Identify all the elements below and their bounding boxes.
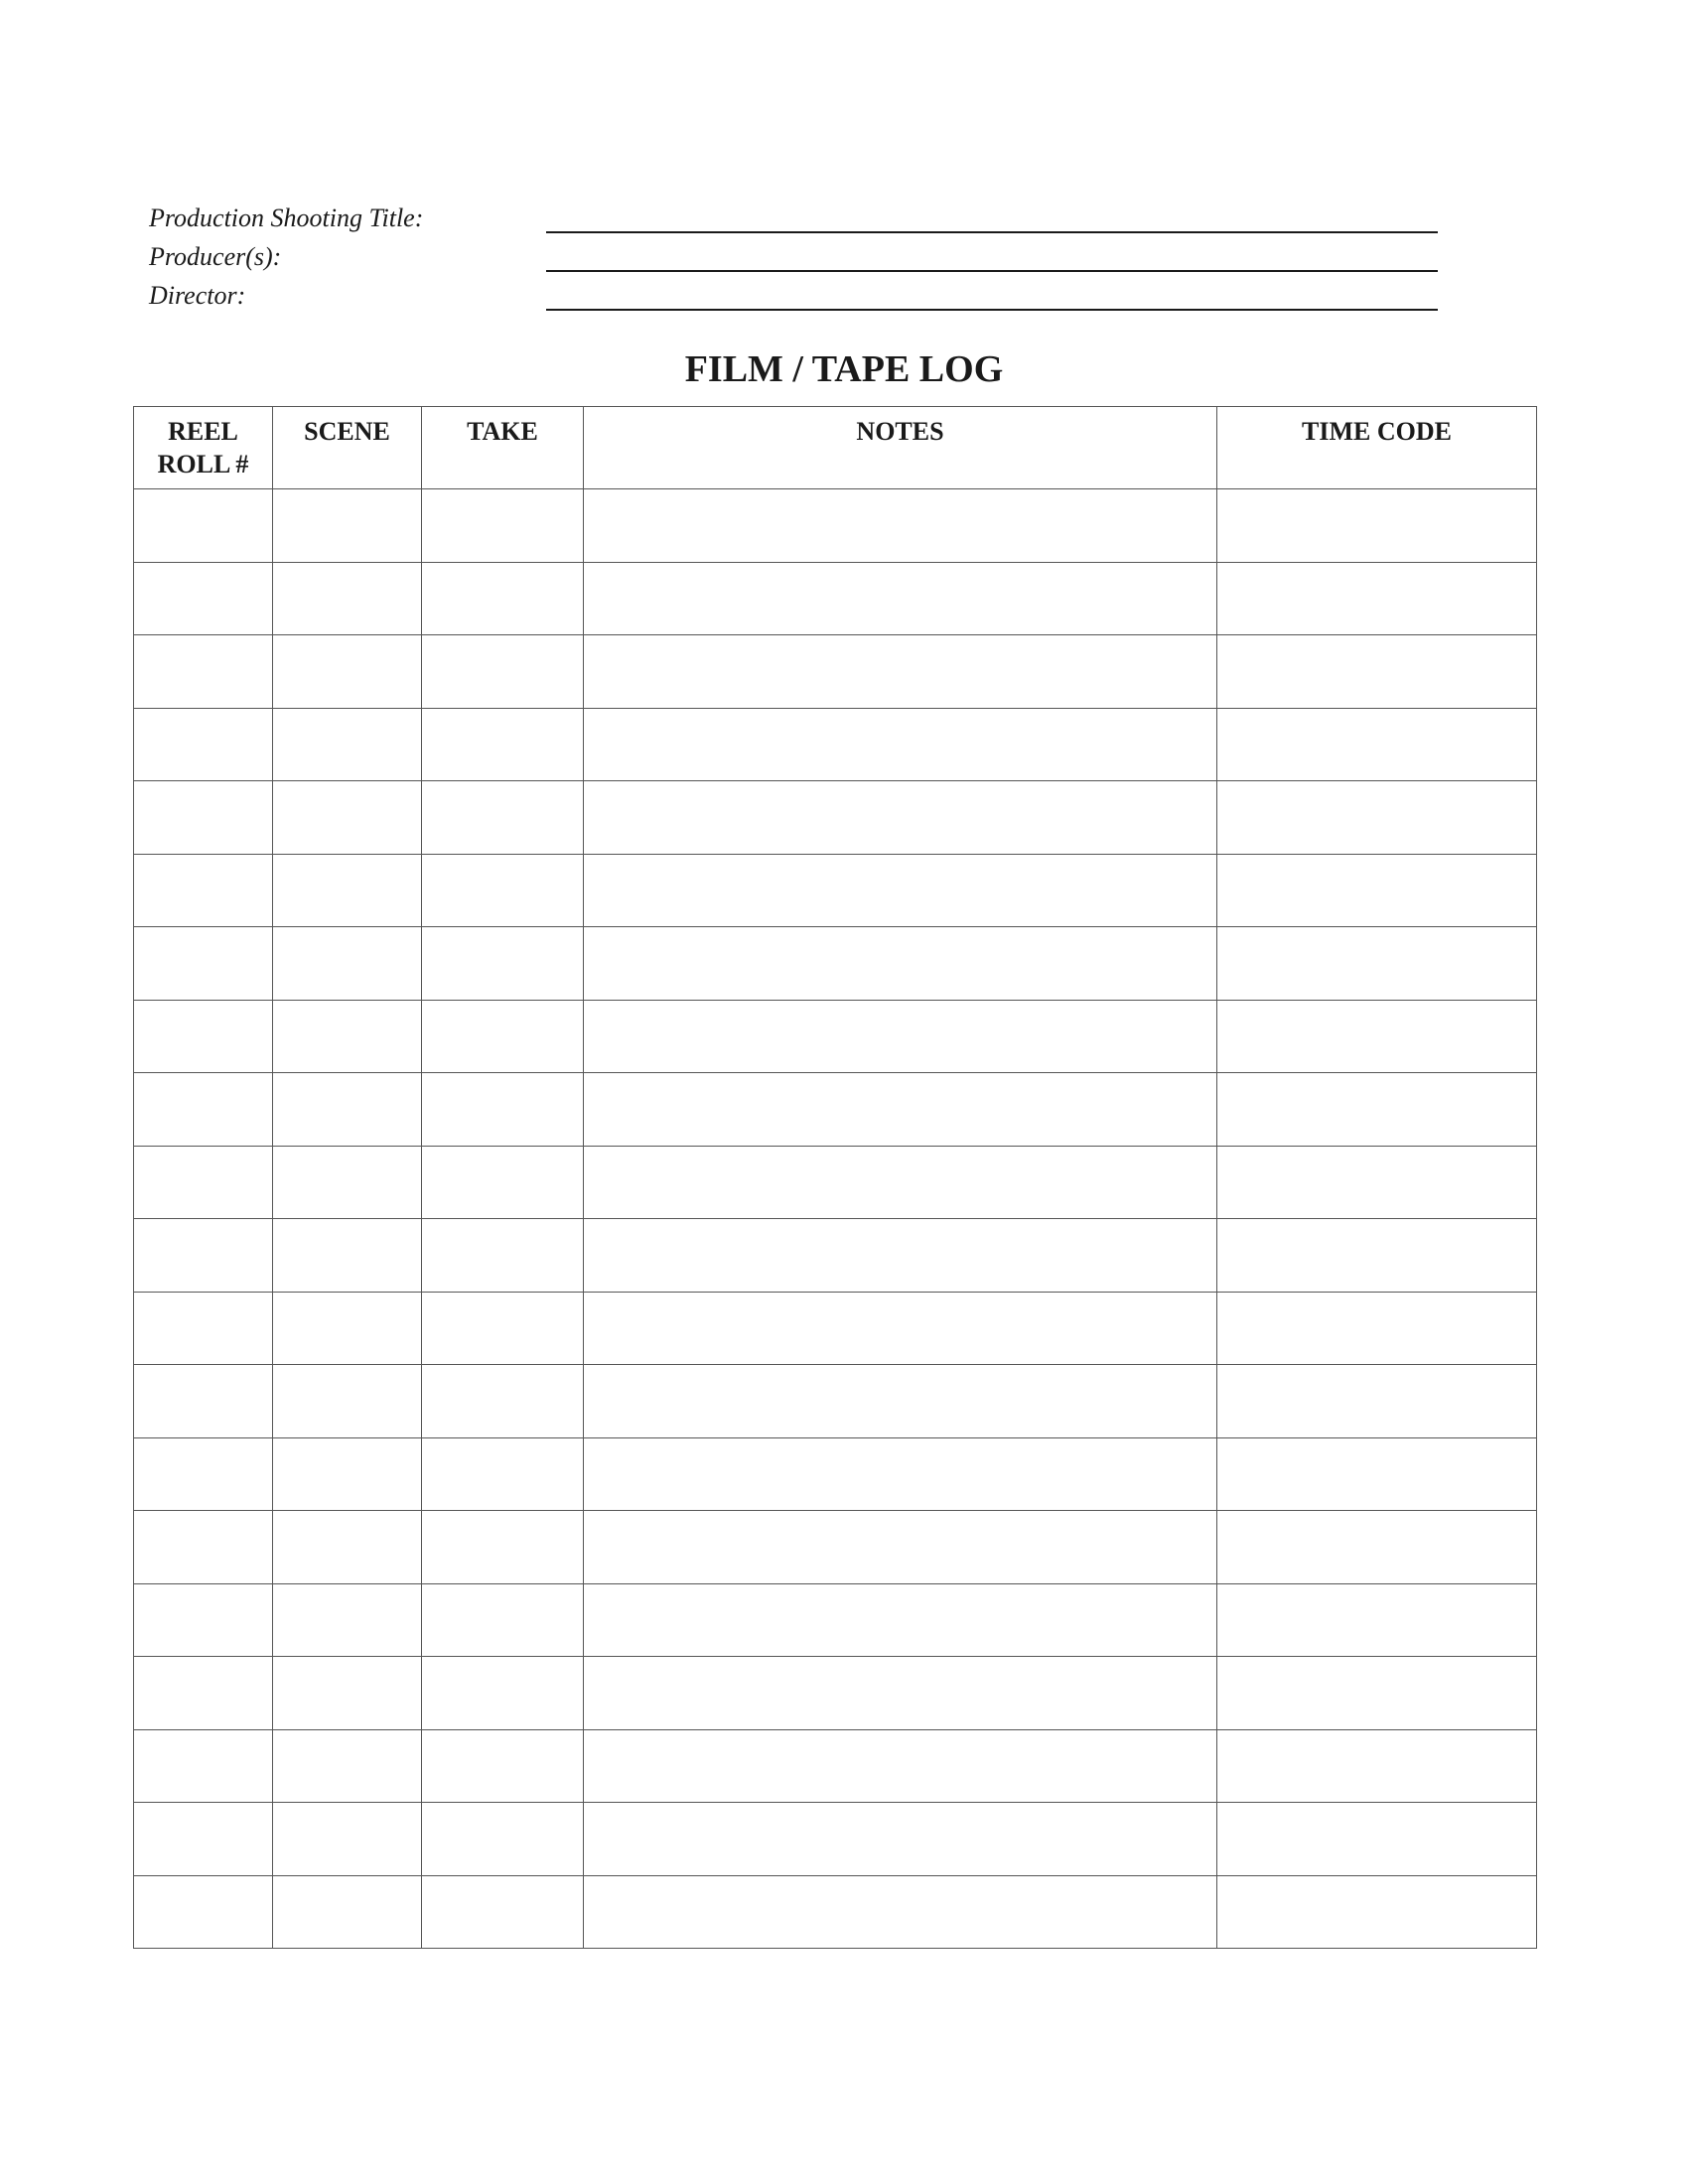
take-cell[interactable] (422, 1146, 584, 1219)
time-code-cell[interactable] (1217, 562, 1537, 635)
take-cell[interactable] (422, 1000, 584, 1073)
table-row (134, 1292, 1537, 1365)
table-row (134, 1073, 1537, 1147)
table-row (134, 562, 1537, 635)
scene-cell[interactable] (273, 1803, 422, 1876)
scene-cell[interactable] (273, 1219, 422, 1293)
take-cell[interactable] (422, 927, 584, 1001)
reel-roll-cell[interactable] (134, 708, 273, 781)
field-producers (149, 239, 1440, 278)
notes-cell[interactable] (584, 562, 1217, 635)
reel-roll-cell[interactable] (134, 635, 273, 709)
time-code-cell[interactable] (1217, 1146, 1537, 1219)
scene-cell[interactable] (273, 1146, 422, 1219)
header-text: REEL (168, 417, 238, 446)
take-cell[interactable] (422, 1292, 584, 1365)
field-label: Director: (149, 281, 246, 310)
scene-cell[interactable] (273, 489, 422, 563)
table-body (134, 489, 1537, 1949)
reel-roll-cell[interactable] (134, 1146, 273, 1219)
reel-roll-cell[interactable] (134, 781, 273, 855)
notes-cell[interactable] (584, 635, 1217, 709)
table-row (134, 781, 1537, 855)
time-code-cell[interactable] (1217, 1511, 1537, 1584)
reel-roll-cell[interactable] (134, 1073, 273, 1147)
table-row (134, 708, 1537, 781)
page-title: FILM / TAPE LOG (684, 348, 1004, 390)
director-input-line[interactable] (546, 309, 1438, 311)
reel-roll-cell[interactable] (134, 1219, 273, 1293)
take-cell[interactable] (422, 635, 584, 709)
field-director (149, 278, 1440, 317)
reel-roll-cell[interactable] (134, 1365, 273, 1438)
notes-cell[interactable] (584, 1292, 1217, 1365)
time-code-cell[interactable] (1217, 1875, 1537, 1949)
reel-roll-cell[interactable] (134, 562, 273, 635)
notes-cell[interactable] (584, 1219, 1217, 1293)
take-cell[interactable] (422, 1219, 584, 1293)
reel-roll-cell[interactable] (134, 854, 273, 927)
column-header-reel-roll (134, 407, 273, 489)
field-production-title (149, 201, 1440, 239)
time-code-cell[interactable] (1217, 1292, 1537, 1365)
scene-cell[interactable] (273, 854, 422, 927)
notes-cell[interactable] (584, 1583, 1217, 1657)
table-row (134, 1583, 1537, 1657)
table-row (134, 1000, 1537, 1073)
notes-cell[interactable] (584, 1146, 1217, 1219)
field-label: Production Shooting Title: (149, 204, 424, 232)
notes-cell[interactable] (584, 1875, 1217, 1949)
scene-cell[interactable] (273, 708, 422, 781)
time-code-cell[interactable] (1217, 1219, 1537, 1293)
take-cell[interactable] (422, 1729, 584, 1803)
notes-cell[interactable] (584, 1729, 1217, 1803)
notes-cell[interactable] (584, 708, 1217, 781)
header-text: TIME CODE (1302, 417, 1452, 446)
time-code-cell[interactable] (1217, 927, 1537, 1001)
time-code-cell[interactable] (1217, 1437, 1537, 1511)
scene-cell[interactable] (273, 562, 422, 635)
table-row (134, 1437, 1537, 1511)
notes-cell[interactable] (584, 781, 1217, 855)
notes-cell[interactable] (584, 1073, 1217, 1147)
time-code-cell[interactable] (1217, 1365, 1537, 1438)
notes-cell[interactable] (584, 927, 1217, 1001)
time-code-cell[interactable] (1217, 781, 1537, 855)
production-title-input-line[interactable] (546, 231, 1438, 233)
header-fields (149, 201, 1440, 317)
notes-cell[interactable] (584, 1657, 1217, 1730)
reel-roll-cell[interactable] (134, 1803, 273, 1876)
time-code-cell[interactable] (1217, 1073, 1537, 1147)
take-cell[interactable] (422, 1511, 584, 1584)
scene-cell[interactable] (273, 781, 422, 855)
scene-cell[interactable] (273, 1583, 422, 1657)
reel-roll-cell[interactable] (134, 1583, 273, 1657)
notes-cell[interactable] (584, 1437, 1217, 1511)
table-row (134, 635, 1537, 709)
time-code-cell[interactable] (1217, 1803, 1537, 1876)
table-row (134, 1875, 1537, 1949)
time-code-cell[interactable] (1217, 1657, 1537, 1730)
table-header-row (134, 407, 1537, 489)
reel-roll-cell[interactable] (134, 489, 273, 563)
scene-cell[interactable] (273, 1365, 422, 1438)
take-cell[interactable] (422, 489, 584, 563)
header-text: ROLL # (157, 450, 249, 478)
reel-roll-cell[interactable] (134, 1292, 273, 1365)
take-cell[interactable] (422, 1365, 584, 1438)
table-row (134, 1729, 1537, 1803)
producers-input-line[interactable] (546, 270, 1438, 272)
time-code-cell[interactable] (1217, 1583, 1537, 1657)
table-row (134, 1219, 1537, 1293)
take-cell[interactable] (422, 1437, 584, 1511)
table-row (134, 1365, 1537, 1438)
header-text: NOTES (856, 417, 944, 446)
time-code-cell[interactable] (1217, 1729, 1537, 1803)
scene-cell[interactable] (273, 927, 422, 1001)
take-cell[interactable] (422, 781, 584, 855)
header-text: SCENE (304, 417, 390, 446)
take-cell[interactable] (422, 1875, 584, 1949)
reel-roll-cell[interactable] (134, 927, 273, 1001)
reel-roll-cell[interactable] (134, 1437, 273, 1511)
time-code-cell[interactable] (1217, 635, 1537, 709)
table-row (134, 1511, 1537, 1584)
take-cell[interactable] (422, 1583, 584, 1657)
notes-cell[interactable] (584, 854, 1217, 927)
notes-cell[interactable] (584, 1511, 1217, 1584)
scene-cell[interactable] (273, 1875, 422, 1949)
reel-roll-cell[interactable] (134, 1875, 273, 1949)
scene-cell[interactable] (273, 1437, 422, 1511)
table-row (134, 854, 1537, 927)
scene-cell[interactable] (273, 1000, 422, 1073)
scene-cell[interactable] (273, 1073, 422, 1147)
table-row (134, 1803, 1537, 1876)
take-cell[interactable] (422, 1073, 584, 1147)
time-code-cell[interactable] (1217, 708, 1537, 781)
reel-roll-cell[interactable] (134, 1511, 273, 1584)
field-label: Producer(s): (149, 242, 282, 271)
reel-roll-cell[interactable] (134, 1657, 273, 1730)
take-cell[interactable] (422, 562, 584, 635)
reel-roll-cell[interactable] (134, 1729, 273, 1803)
table-row (134, 927, 1537, 1001)
header-text: TAKE (467, 417, 538, 446)
scene-cell[interactable] (273, 1292, 422, 1365)
notes-cell[interactable] (584, 1803, 1217, 1876)
take-cell[interactable] (422, 854, 584, 927)
column-header-take (422, 407, 584, 489)
time-code-cell[interactable] (1217, 489, 1537, 563)
take-cell[interactable] (422, 708, 584, 781)
scene-cell[interactable] (273, 1729, 422, 1803)
notes-cell[interactable] (584, 1365, 1217, 1438)
column-header-time-code (1217, 407, 1537, 489)
time-code-cell[interactable] (1217, 854, 1537, 927)
table-row (134, 1657, 1537, 1730)
reel-roll-cell[interactable] (134, 1000, 273, 1073)
scene-cell[interactable] (273, 1511, 422, 1584)
table-row (134, 489, 1537, 563)
column-header-notes (584, 407, 1217, 489)
scene-cell[interactable] (273, 1657, 422, 1730)
log-table (133, 406, 1537, 1949)
time-code-cell[interactable] (1217, 1000, 1537, 1073)
notes-cell[interactable] (584, 1000, 1217, 1073)
notes-cell[interactable] (584, 489, 1217, 563)
table-row (134, 1146, 1537, 1219)
take-cell[interactable] (422, 1657, 584, 1730)
take-cell[interactable] (422, 1803, 584, 1876)
column-header-scene (273, 407, 422, 489)
scene-cell[interactable] (273, 635, 422, 709)
